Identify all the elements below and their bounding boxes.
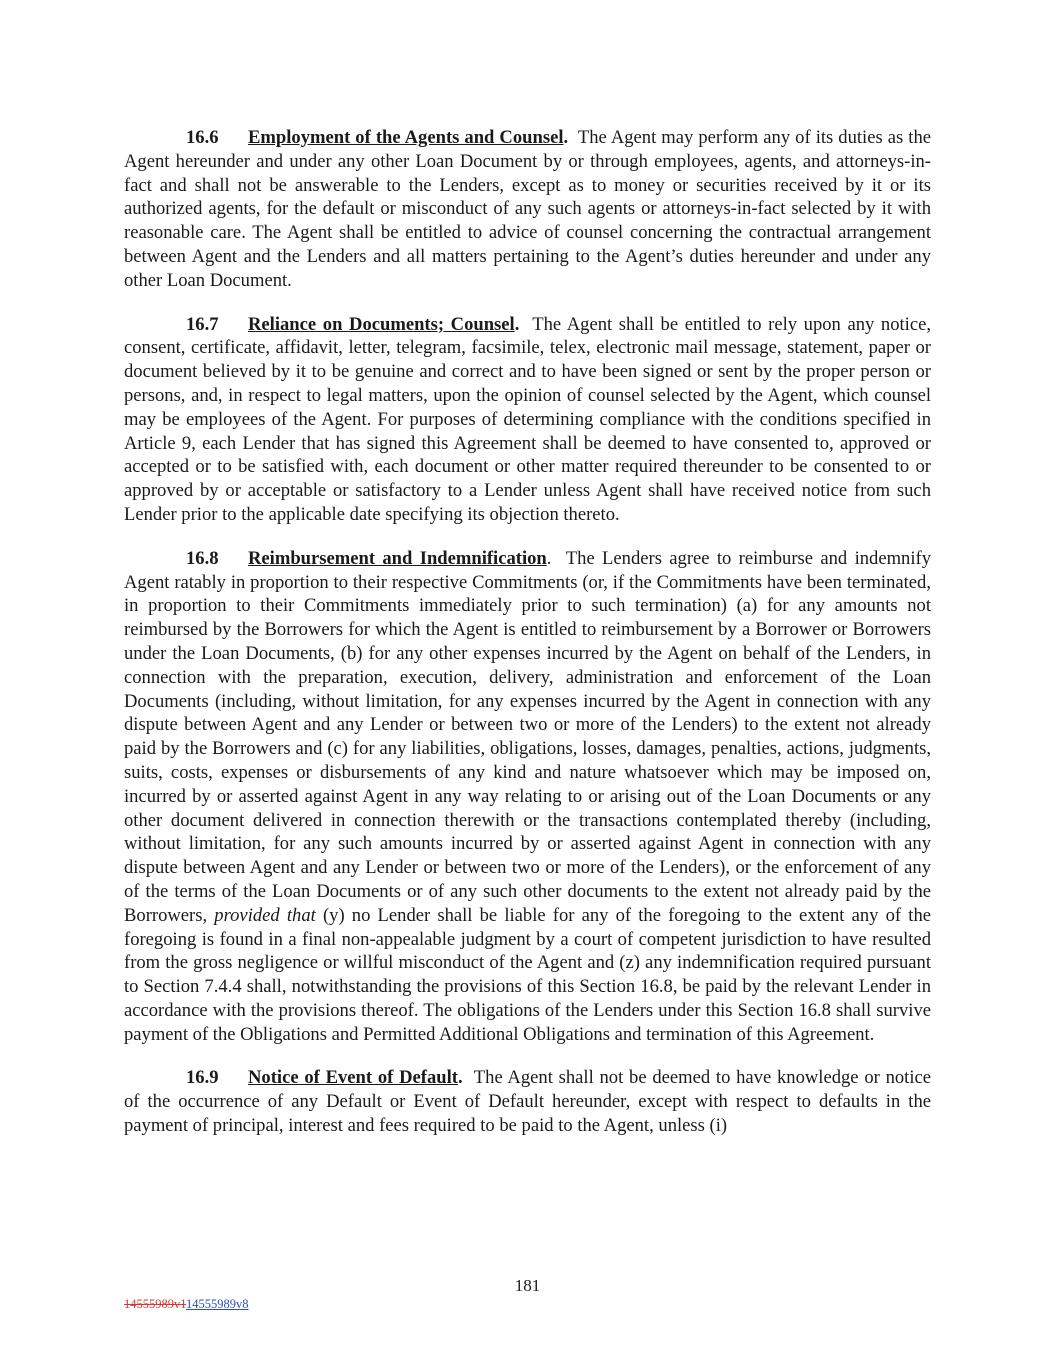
section-body: The Agent shall be entitled to rely upon any notice, consent, certificate, affidavit, letter, telegram, facsimile, telex, electronic mail message, statement, paper or document believed by it to be genuine and correct and to have been signed or sent by the proper person or persons, and, in respect to legal matters, upon the opinion of counsel selected by the Agent, which counsel may be employees of the Agent. For purposes of determining compliance with the conditions specified in Article 9, each Lender that has signed this Agreement shall be deemed to have consented to, approved or accepted or to be satisfied with, each document or other matter required thereunder to be consented to or approved by or acceptable or satisfactory to a Lender unless Agent shall have received notice from such Lender prior to the applicable date specifying its objection thereto.: [124, 313, 931, 525]
page-number: 181: [514, 1276, 541, 1295]
section-body-part-1: The Lenders agree to reimburse and indemnify Agent ratably in proportion to their respective Commitments (or, if the Commitments have been terminated, in proportion to their Commitments immediately prior to such termination) (a) for any amounts not reimbursed by the Borrowers for which the Agent is entitled to reimbursement by a Borrower or Borrowers under the Loan Documents, (b) for any other expenses incurred by the Agent on behalf of the Lenders, in connection with the preparation, execution, delivery, administration and enforcement of the Loan Documents (including, without limitation, for any expenses incurred by the Agent in connection with any dispute between Agent and any Lender or between two or more of the Lenders) to the extent not already paid by the Borrowers and (c) for any liabilities, obligations, losses, damages, penalties, actions, judgments, suits, costs, expenses or disbursements of any kind and nature whatsoever which may be imposed on, incurred by or asserted against Agent in any way relating to or arising out of the Loan Documents or any other document delivered in connection therewith or the transactions contemplated thereby (including, without limitation, for any such amounts incurred by or asserted against Agent in connection with any dispute between Agent and any Lender or between two or more of the Lenders), or the enforcement of any of the terms of the Loan Documents or of any such other documents to the extent not already paid by the Borrowers,: [124, 547, 931, 926]
section-number: 16.9: [186, 1067, 219, 1089]
heading-terminator: .: [514, 313, 520, 335]
section-paragraph: [124, 1066, 931, 1137]
section-number: 16.8: [186, 547, 219, 569]
document-id: [124, 1297, 249, 1312]
section-heading: Notice of Event of Default: [248, 1067, 458, 1089]
section-16-6: [124, 126, 931, 293]
section-paragraph: [124, 313, 931, 527]
section-heading: Employment of the Agents and Counsel: [248, 127, 564, 148]
section-heading: Reliance on Documents; Counsel: [248, 313, 515, 335]
section-16-9: [124, 1066, 931, 1137]
section-16-8: [124, 547, 931, 1047]
section-number: 16.7: [186, 313, 219, 335]
heading-terminator: .: [457, 1067, 463, 1089]
section-heading: Reimbursement and Indemnification: [248, 547, 547, 569]
section-16-7: [124, 313, 931, 527]
section-body-italic: provided that: [214, 904, 316, 926]
section-paragraph: [124, 126, 931, 293]
heading-terminator: .: [546, 547, 552, 569]
document-body: [124, 126, 931, 1158]
document-id-inserted: 14555989v8: [186, 1297, 249, 1311]
section-body-part-2: (y) no Lender shall be liable for any of the foregoing to the extent any of the foregoing is found in a final non-appealable judgment by a court of competent jurisdiction to have resulted from the gross negligence or willful misconduct of the Agent and (z) any indemnification required pursuant to Section 7.4.4 shall, notwithstanding the provisions of this Section 16.8, be paid by the relevant Lender in accordance with the provisions thereof. The obligations of the Lenders under this Section 16.8 shall survive payment of the Obligations and Permitted Additional Obligations and termination of this Agreement.: [124, 904, 931, 1045]
document-id-deleted: 14555989v1: [124, 1297, 187, 1311]
section-body: The Agent may perform any of its duties as the Agent hereunder and under any other Loan Document by or through employees, agents, and attorneys-in-fact and shall not be answerable to the Lenders, except as to money or securities received by it or its authorized agents, for the default or misconduct of any such agents or attorneys-in-fact selected by it with reasonable care. The Agent shall be entitled to advice of counsel concerning the contractual arrangement between Agent and the Lenders and all matters pertaining to the Agent’s duties hereunder and under any other Loan Document.: [124, 127, 931, 291]
section-number: 16.6: [186, 127, 219, 148]
section-body: The Agent shall not be deemed to have knowledge or notice of the occurrence of any Default or Event of Default hereunder, except with respect to defaults in the payment of principal, interest and fees required to be paid to the Agent, unless (i): [124, 1067, 931, 1137]
section-paragraph: [124, 547, 931, 1047]
heading-terminator: .: [563, 127, 569, 148]
